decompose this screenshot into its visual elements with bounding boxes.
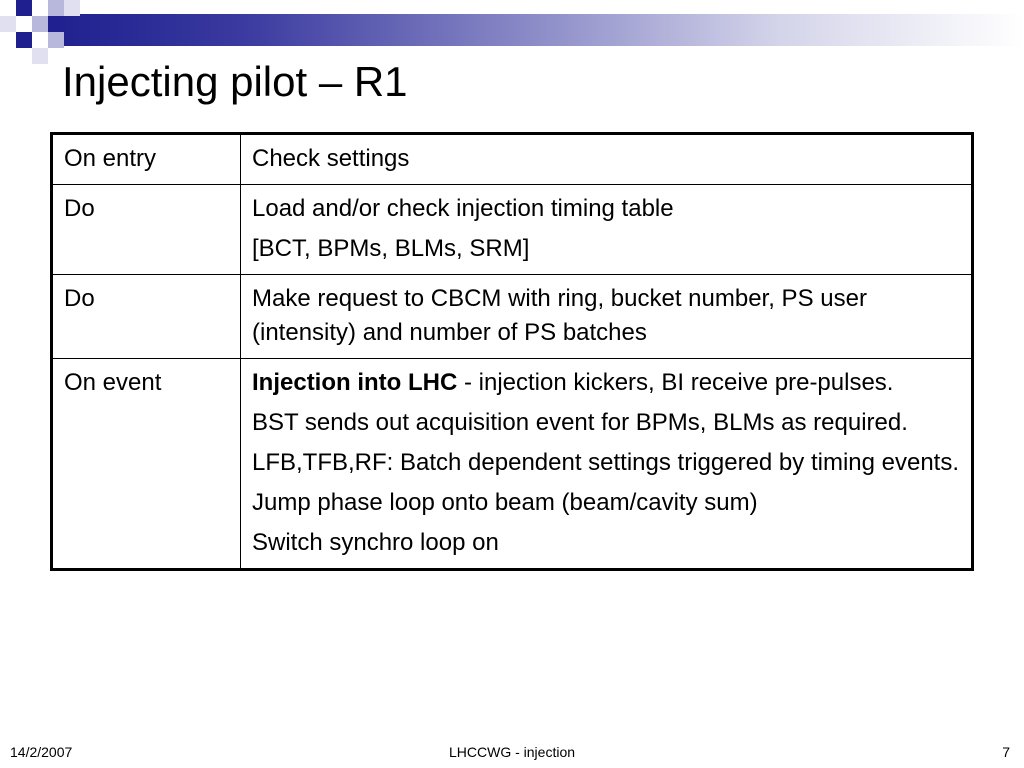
table-row xyxy=(52,134,973,185)
row-content-cell xyxy=(241,275,973,359)
table-row xyxy=(52,275,973,359)
table-row xyxy=(52,185,973,275)
slide-title: Injecting pilot – R1 xyxy=(62,58,408,105)
table-row xyxy=(52,359,973,570)
row-content-line xyxy=(252,486,961,520)
row-label: Do xyxy=(64,195,95,222)
deco-square xyxy=(64,0,80,16)
row-content-text: Jump phase loop onto beam (beam/cavity sum) xyxy=(252,489,758,516)
row-content-line xyxy=(252,142,961,176)
row-content-line xyxy=(252,406,961,440)
deco-square xyxy=(16,32,32,48)
row-label: Do xyxy=(64,285,95,312)
deco-square xyxy=(0,16,16,32)
procedure-table-body xyxy=(52,134,973,570)
row-content-text: LFB,TFB,RF: Batch dependent settings triggered by timing events. xyxy=(252,449,960,476)
row-content-line xyxy=(252,526,961,560)
row-label-cell xyxy=(52,275,241,359)
row-content-cell xyxy=(241,134,973,185)
row-label: On event xyxy=(64,369,162,396)
row-label: On entry xyxy=(64,145,157,172)
header-gradient-band xyxy=(48,14,1024,46)
row-content-line xyxy=(252,366,961,400)
row-content-cell xyxy=(241,185,973,275)
row-content-line xyxy=(252,192,961,226)
deco-square xyxy=(32,16,48,32)
row-content-line xyxy=(252,446,961,480)
row-content-text: Switch synchro loop on xyxy=(252,529,499,556)
deco-square xyxy=(48,32,64,48)
row-content-text: - injection kickers, BI receive pre-pulses. xyxy=(457,369,894,396)
row-content-line xyxy=(252,282,961,350)
deco-square xyxy=(16,0,32,16)
footer-date: 14/2/2007 xyxy=(10,744,73,760)
row-content-text: Make request to CBCM with ring, bucket number, PS user (intensity) and number of PS batches xyxy=(252,285,867,346)
row-content-text: [BCT, BPMs, BLMs, SRM] xyxy=(252,235,530,262)
row-content-text: BST sends out acquisition event for BPMs, BLMs as required. xyxy=(252,409,908,436)
row-content-text: Load and/or check injection timing table xyxy=(252,195,674,222)
row-label-cell xyxy=(52,359,241,570)
footer-page-number: 7 xyxy=(1002,744,1010,760)
deco-square xyxy=(48,0,64,16)
row-label-cell xyxy=(52,185,241,275)
row-content-emphasis: Injection into LHC xyxy=(252,369,458,396)
footer-title: LHCCWG - injection xyxy=(448,744,576,760)
row-content-cell xyxy=(241,359,973,570)
row-content-text: Check settings xyxy=(252,145,410,172)
row-label-cell xyxy=(52,134,241,185)
deco-square xyxy=(32,48,48,64)
procedure-table xyxy=(50,132,974,571)
header-decoration xyxy=(0,0,1024,48)
row-content-line xyxy=(252,232,961,266)
